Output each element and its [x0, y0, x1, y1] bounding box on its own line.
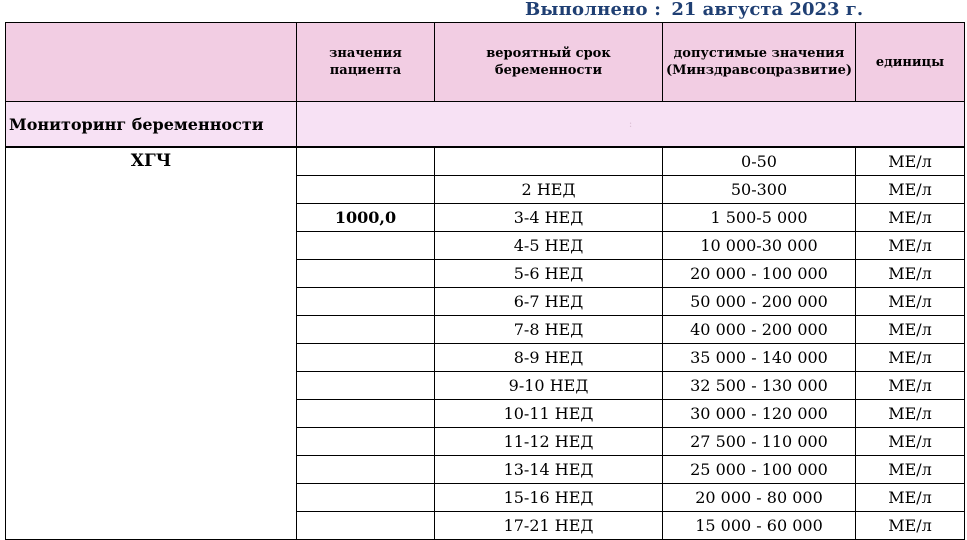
unit: МЕ/л [856, 344, 965, 372]
reference-range: 1 500-5 000 [663, 204, 856, 232]
header-units: единицы [856, 23, 965, 102]
unit: МЕ/л [856, 456, 965, 484]
gestation-term: 4-5 НЕД [435, 232, 663, 260]
patient-value [297, 232, 435, 260]
patient-value [297, 260, 435, 288]
reference-range: 50 000 - 200 000 [663, 288, 856, 316]
unit: МЕ/л [856, 176, 965, 204]
analyte-name: ХГЧ [130, 151, 172, 171]
reference-range: 10 000-30 000 [663, 232, 856, 260]
table-row [6, 147, 965, 176]
gestation-term: 9-10 НЕД [435, 372, 663, 400]
unit: МЕ/л [856, 400, 965, 428]
results-body [6, 102, 965, 540]
unit: МЕ/л [856, 232, 965, 260]
patient-value [297, 344, 435, 372]
patient-value [297, 456, 435, 484]
gestation-term: 10-11 НЕД [435, 400, 663, 428]
section-row [6, 102, 965, 148]
patient-value [297, 400, 435, 428]
gestation-term: 15-16 НЕД [435, 484, 663, 512]
table-header-row [6, 23, 965, 102]
patient-value: 1000,0 [297, 204, 435, 232]
reference-range: 27 500 - 110 000 [663, 428, 856, 456]
unit: МЕ/л [856, 484, 965, 512]
analyte-cell [6, 147, 297, 540]
reference-range: 30 000 - 120 000 [663, 400, 856, 428]
gestation-term [435, 147, 663, 176]
gestation-term: 7-8 НЕД [435, 316, 663, 344]
gestation-term: 2 НЕД [435, 176, 663, 204]
unit: МЕ/л [856, 512, 965, 540]
completion-label: Выполнено : [525, 0, 662, 20]
header-corner [6, 23, 297, 102]
unit: МЕ/л [856, 147, 965, 176]
gestation-term: 6-7 НЕД [435, 288, 663, 316]
patient-value [297, 147, 435, 176]
patient-value [297, 176, 435, 204]
gestation-term: 5-6 НЕД [435, 260, 663, 288]
unit: МЕ/л [856, 260, 965, 288]
completion-date: 21 августа 2023 г. [671, 0, 864, 20]
header-gestation-term: вероятный срок беременности [435, 23, 663, 102]
patient-value [297, 428, 435, 456]
gestation-term: 13-14 НЕД [435, 456, 663, 484]
reference-range: 40 000 - 200 000 [663, 316, 856, 344]
unit: МЕ/л [856, 316, 965, 344]
section-fill: : [297, 102, 965, 148]
patient-value [297, 316, 435, 344]
reference-range: 0-50 [663, 147, 856, 176]
patient-value [297, 288, 435, 316]
reference-range: 32 500 - 130 000 [663, 372, 856, 400]
gestation-term: 11-12 НЕД [435, 428, 663, 456]
unit: МЕ/л [856, 288, 965, 316]
patient-value [297, 484, 435, 512]
gestation-term: 8-9 НЕД [435, 344, 663, 372]
header-reference-range: допустимые значения (Минздравсоцразвитие) [663, 23, 856, 102]
section-title: Мониторинг беременности [6, 102, 297, 148]
patient-value [297, 512, 435, 540]
header-patient-values: значения пациента [297, 23, 435, 102]
results-table [5, 22, 965, 540]
patient-value [297, 372, 435, 400]
reference-range: 25 000 - 100 000 [663, 456, 856, 484]
reference-range: 15 000 - 60 000 [663, 512, 856, 540]
reference-range: 35 000 - 140 000 [663, 344, 856, 372]
unit: МЕ/л [856, 428, 965, 456]
completion-date-line [525, 0, 863, 22]
reference-range: 20 000 - 80 000 [663, 484, 856, 512]
unit: МЕ/л [856, 372, 965, 400]
unit: МЕ/л [856, 204, 965, 232]
gestation-term: 3-4 НЕД [435, 204, 663, 232]
gestation-term: 17-21 НЕД [435, 512, 663, 540]
reference-range: 50-300 [663, 176, 856, 204]
reference-range: 20 000 - 100 000 [663, 260, 856, 288]
